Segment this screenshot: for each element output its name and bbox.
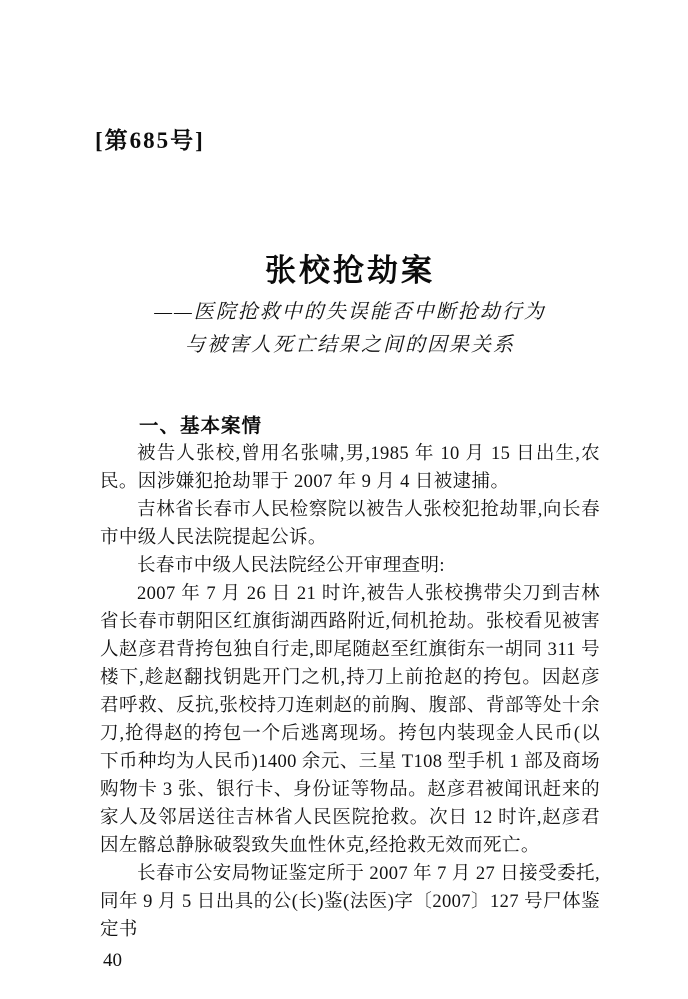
paragraph-prosecution: 吉林省长春市人民检察院以被告人张校犯抢劫罪,向长春市中级人民法院提起公诉。 <box>100 500 600 548</box>
section-heading-basic-facts: 一、基本案情 <box>139 415 263 437</box>
paragraph-forensic-report: 长春市公安局物证鉴定所于 2007 年 7 月 27 日接受委托,同年 9 月 5 日出具的公(长)鉴(法医)字〔2007〕127 号尸体鉴定书 <box>100 864 600 940</box>
case-subtitle-line-1: ——医院抢救中的失误能否中断抢劫行为 <box>154 301 546 323</box>
paragraph-crime-facts: 2007 年 7 月 26 日 21 时许,被告人张校携带尖刀到吉林省长春市朝阳区红旗街湖西路附近,伺机抢劫。张校看见被害人赵彦君背挎包独自行走,即尾随赵至红旗街东一胡同 311 号楼下,趁赵翻找钥匙开门之机,持刀上前抢赵的挎包。因赵彦君呼救、反抗,张校持刀连刺赵的前胸、腹部、背部等处十余刀,抢得赵的挎包一个后逃离现场。挎包内装现金人民币(以下币种均为人民币)1400 余元、三星 T108 型手机 1 部及商场购物卡 3 张、银行卡、身份证等物品。赵彦君被闻讯赶来的家人及邻居送往吉林省人民医院抢救。次日 12 时许,赵彦君因左髂总静脉破裂致失血性休克,经抢救无效而死亡。 <box>100 584 600 856</box>
case-body-text <box>100 440 600 944</box>
case-number-label: [第685号] <box>95 128 205 153</box>
page-number: 40 <box>103 950 122 971</box>
case-subtitle <box>100 296 600 362</box>
case-subtitle-line-2: 与被害人死亡结果之间的因果关系 <box>185 334 515 356</box>
paragraph-court-finding-intro: 长春市中级人民法院经公开审理查明: <box>137 556 445 576</box>
paragraph-defendant-info: 被告人张校,曾用名张啸,男,1985 年 10 月 15 日出生,农民。因涉嫌犯抢劫罪于 2007 年 9 月 4 日被逮捕。 <box>100 444 600 492</box>
case-title: 张校抢劫案 <box>265 253 435 288</box>
